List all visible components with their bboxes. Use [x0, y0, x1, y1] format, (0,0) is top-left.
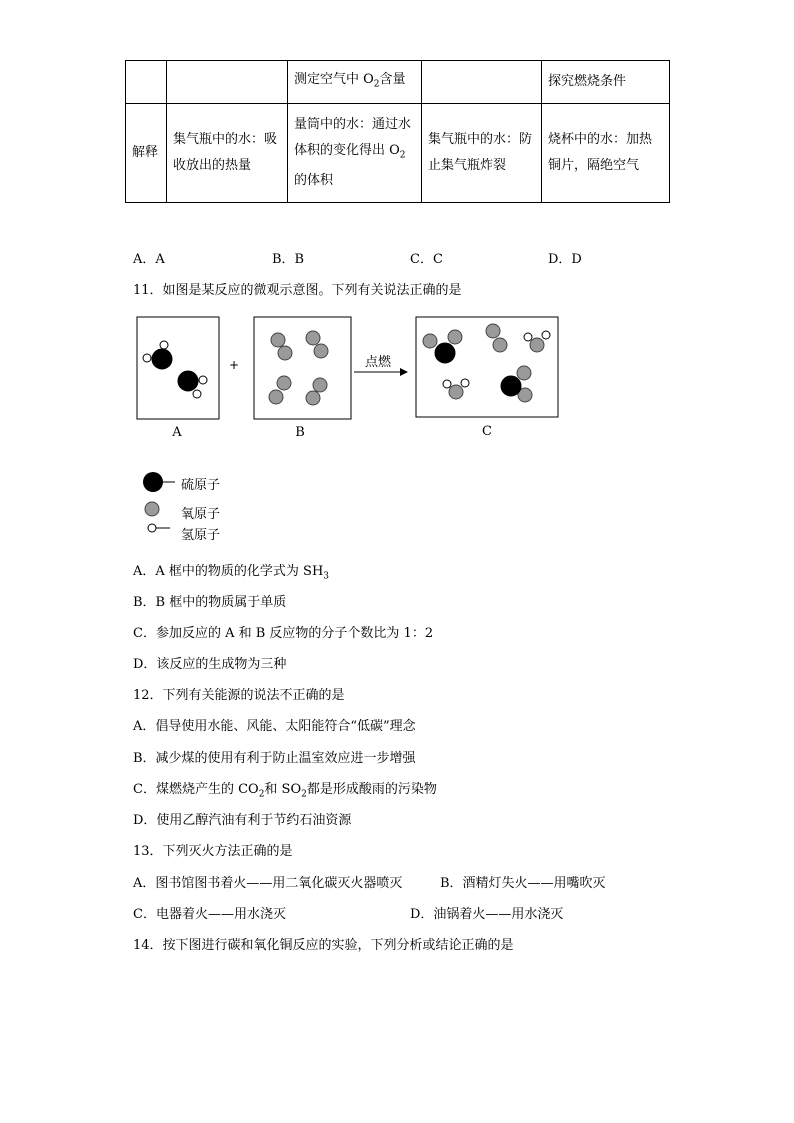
molecule-so2 — [501, 366, 532, 402]
q13-option-d: D．油锅着火——用水浇灭 — [410, 907, 564, 922]
oxygen-atom — [306, 391, 320, 405]
molecule-h2s — [143, 341, 172, 369]
reaction-diagram — [0, 0, 794, 560]
oxygen-atom — [306, 331, 320, 345]
subscript: 2 — [258, 789, 265, 800]
hydrogen-atom — [193, 390, 201, 398]
sulfur-atom — [178, 371, 198, 391]
sulfur-atom — [435, 343, 455, 363]
box-b — [254, 317, 351, 419]
q12-option-d: D．使用乙醇汽油有利于节约石油资源 — [133, 813, 352, 828]
q10-option-b: B．B — [272, 252, 305, 267]
legend-sulfur-label: 硫原子 — [181, 478, 221, 493]
q10-option-c: C．C — [410, 252, 443, 267]
q12-stem: 12．下列有关能源的说法不正确的是 — [133, 688, 345, 703]
hydrogen-atom — [199, 376, 207, 384]
q11-option-d: D．该反应的生成物为三种 — [133, 657, 287, 672]
sulfur-atom — [501, 376, 521, 396]
oxygen-atom — [448, 330, 462, 344]
hydrogen-atom — [524, 333, 532, 341]
subscript: 2 — [301, 789, 307, 800]
subscript: 2 — [399, 150, 406, 161]
cell-text: 的体积 — [294, 173, 334, 189]
plus-sign: + — [228, 358, 240, 372]
box-a — [137, 317, 219, 419]
q12-option-a: A．倡导使用水能、风能、太阳能符合“低碳”理念 — [133, 719, 416, 734]
oxygen-atom — [269, 390, 283, 404]
oxygen-atom — [530, 338, 544, 352]
q11-option-a — [133, 560, 329, 582]
q10-option-d: D．D — [548, 252, 582, 267]
molecule-o2 — [306, 331, 328, 358]
box-label-c: C — [482, 424, 492, 439]
legend-hydrogen-swatch — [148, 524, 156, 532]
oxygen-atom — [277, 376, 291, 390]
molecule-so2 — [423, 330, 462, 363]
q12-option-b: B．减少煤的使用有利于防止温室效应进一步增强 — [133, 751, 416, 766]
hydrogen-atom — [143, 354, 151, 362]
hydrogen-atom — [443, 380, 451, 388]
table-cell: 解释 — [126, 104, 167, 203]
molecule-h2s — [178, 371, 207, 398]
legend-hydrogen-label: 氢原子 — [181, 528, 221, 543]
oxygen-atom — [423, 334, 437, 348]
hydrogen-atom — [160, 341, 168, 349]
oxygen-atom — [449, 385, 463, 399]
subscript: 2 — [373, 79, 380, 90]
hydrogen-atom — [542, 331, 550, 339]
q13-option-c: C．电器着火——用水浇灭 — [133, 907, 286, 922]
q14-stem: 14．按下图进行碳和氧化铜反应的实验，下列分析或结论正确的是 — [133, 938, 514, 953]
legend-oxygen-label: 氧原子 — [181, 507, 221, 522]
cell-text: 测定空气中 O — [294, 71, 374, 87]
option-text: 和 SO — [264, 782, 302, 797]
option-text: C．煤燃烧产生的 CO — [133, 782, 259, 797]
q12-option-c — [133, 778, 437, 800]
molecule-o2 — [269, 376, 291, 404]
hydrogen-atom — [461, 379, 469, 387]
oxygen-atom — [313, 378, 327, 392]
q11-stem: 11．如图是某反应的微观示意图。下列有关说法正确的是 — [133, 283, 462, 298]
q13-stem: 13．下列灭火方法正确的是 — [133, 844, 293, 859]
cell-text: 含量 — [379, 71, 406, 87]
molecule-h2o — [524, 331, 550, 352]
molecule-h2o — [443, 379, 469, 399]
subscript: 3 — [323, 571, 330, 582]
arrow-label: 点燃 — [364, 355, 392, 370]
arrow-head — [400, 368, 408, 376]
legend-sulfur-swatch — [143, 472, 163, 492]
q13-option-b: B．酒精灯失火——用嘴吹灭 — [440, 876, 606, 891]
cell-text: 量筒中的水：通过水体积的变化得出 O — [294, 116, 412, 158]
table-cell: 集气瓶中的水：防止集气瓶炸裂 — [422, 104, 542, 203]
oxygen-atom — [517, 366, 531, 380]
oxygen-atom — [278, 346, 292, 360]
molecule-o2 — [486, 324, 507, 352]
option-text: A．A 框中的物质的化学式为 SH — [133, 564, 324, 579]
q10-option-a: A．A — [133, 252, 165, 267]
option-text: 都是形成酸雨的污染物 — [306, 782, 437, 797]
molecule-o2 — [271, 333, 292, 360]
table-cell: 探究燃烧条件 — [542, 61, 670, 104]
table-cell: 集气瓶中的水：吸收放出的热量 — [167, 104, 288, 203]
q13-option-a: A．图书馆图书着火——用二氧化碳灭火器喷灭 — [133, 876, 403, 891]
oxygen-atom — [271, 333, 285, 347]
oxygen-atom — [493, 338, 507, 352]
legend-oxygen-swatch — [145, 502, 159, 516]
oxygen-atom — [486, 324, 500, 338]
box-label-a: A — [172, 425, 182, 440]
sulfur-atom — [152, 349, 172, 369]
q11-option-c: C．参加反应的 A 和 B 反应物的分子个数比为 1：2 — [133, 626, 434, 641]
box-label-b: B — [295, 425, 305, 440]
molecule-o2 — [306, 378, 327, 405]
table-cell: 烧杯中的水：加热铜片，隔绝空气 — [542, 104, 670, 203]
q11-option-b: B．B 框中的物质属于单质 — [133, 595, 287, 610]
oxygen-atom — [314, 344, 328, 358]
